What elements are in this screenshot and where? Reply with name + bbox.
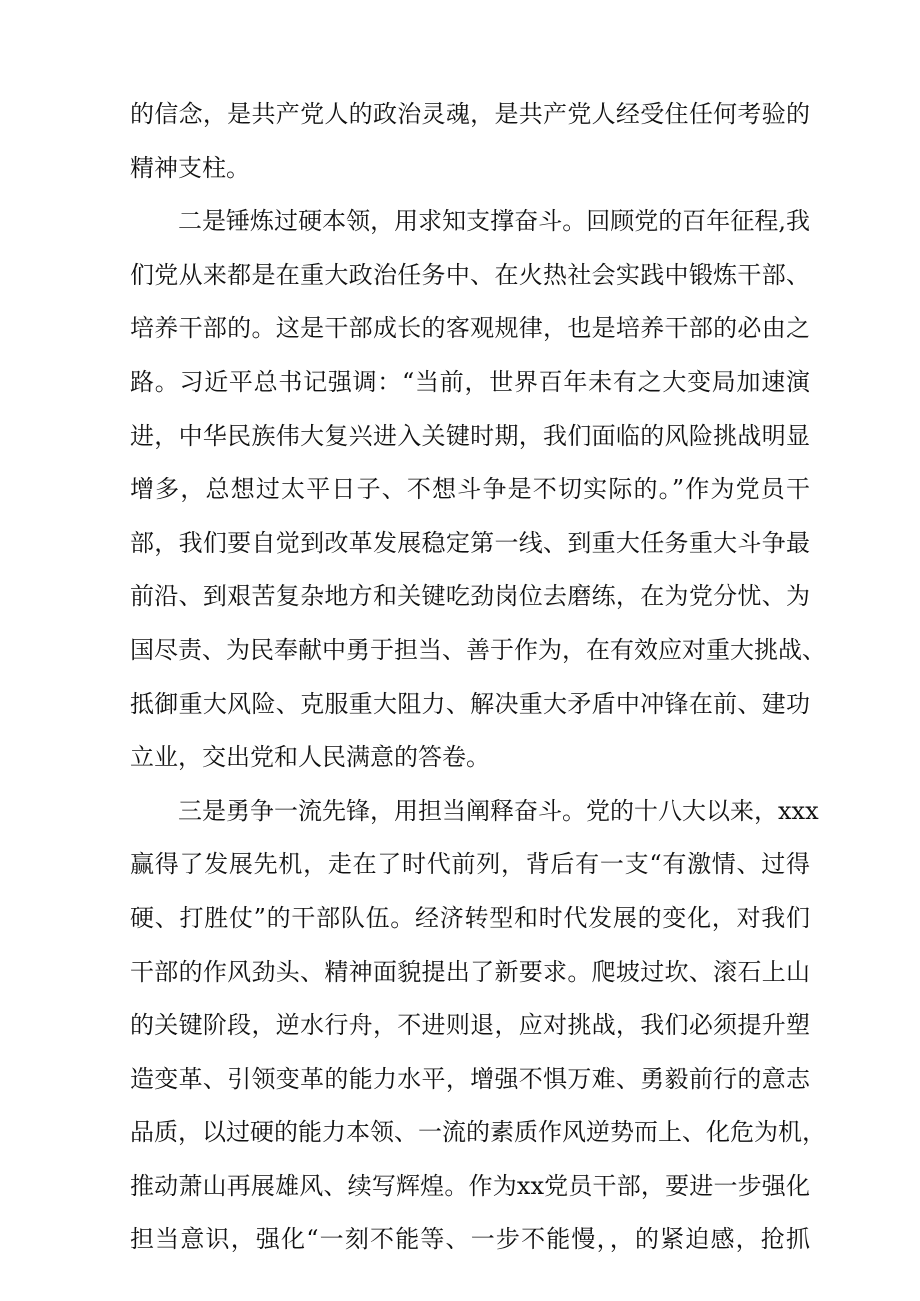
text-line: 的信念，是共产党人的政治灵魂，是共产党人经受住任何考验的 (130, 100, 810, 128)
paragraph-1 (130, 88, 810, 195)
text-line: 干部的作风劲头、精神面貌提出了新要求。爬坡过坎、滚石上山 (130, 957, 810, 986)
text-line: 增多，总想过太平日子、不想斗争是不切实际的。”作为党员干 (130, 475, 810, 504)
text-line: 的关键阶段，逆水行舟，不进则退，应对挑战，我们必须提升塑 (130, 1011, 810, 1040)
paragraph-2 (130, 195, 826, 785)
text-line: 品质，以过硬的能力本领、一流的素质作风逆势而上、化危为机， (130, 1118, 826, 1147)
text-line: 们党从来都是在重大政治任务中、在火热社会实践中锻炼干部、 (130, 260, 810, 289)
text-line: 精神支柱。 (130, 153, 250, 182)
text-line: 进，中华民族伟大复兴进入关键时期，我们面临的风险挑战明显 (130, 421, 810, 450)
text-line: 二是锤炼过硬本领，用求知支撑奋斗。回顾党的百年征程,我 (178, 207, 810, 236)
text-line: 前沿、到艰苦复杂地方和关键吃劲岗位去磨练，在为党分忧、为 (130, 582, 810, 611)
text-line: 赢得了发展先机，走在了时代前列，背后有一支“有激情、过得 (130, 850, 810, 879)
text-line: 硬、打胜仗”的干部队伍。经济转型和时代发展的变化，对我们 (130, 903, 810, 932)
text-line: 培养干部的。这是干部成长的客观规律，也是培养干部的必由之 (130, 314, 810, 343)
text-line: 立业，交出党和人民满意的答卷。 (130, 743, 490, 772)
paragraph-3 (130, 785, 826, 1267)
text-line: 三是勇争一流先锋，用担当阐释奋斗。党的十八大以来，xxx (178, 796, 819, 825)
text-line: 部，我们要自觉到改革发展稳定第一线、到重大任务重大斗争最 (130, 528, 810, 557)
text-line: 造变革、引领变革的能力水平，增强不惧万难、勇毅前行的意志 (130, 1064, 810, 1093)
text-line: 路。习近平总书记强调：“当前，世界百年未有之大变局加速演 (130, 367, 810, 396)
text-line: 推动萧山再展雄风、续写辉煌。作为xx党员干部，要进一步强化 (130, 1171, 810, 1200)
text-line: 抵御重大风险、克服重大阻力、解决重大矛盾中冲锋在前、建功 (130, 689, 810, 718)
text-line: 担当意识，强化“一刻不能等、一步不能慢，，的紧迫感，抢抓 (130, 1225, 810, 1254)
document-body (130, 88, 826, 1267)
text-line: 国尽责、为民奉献中勇于担当、善于作为，在有效应对重大挑战、 (130, 635, 826, 664)
